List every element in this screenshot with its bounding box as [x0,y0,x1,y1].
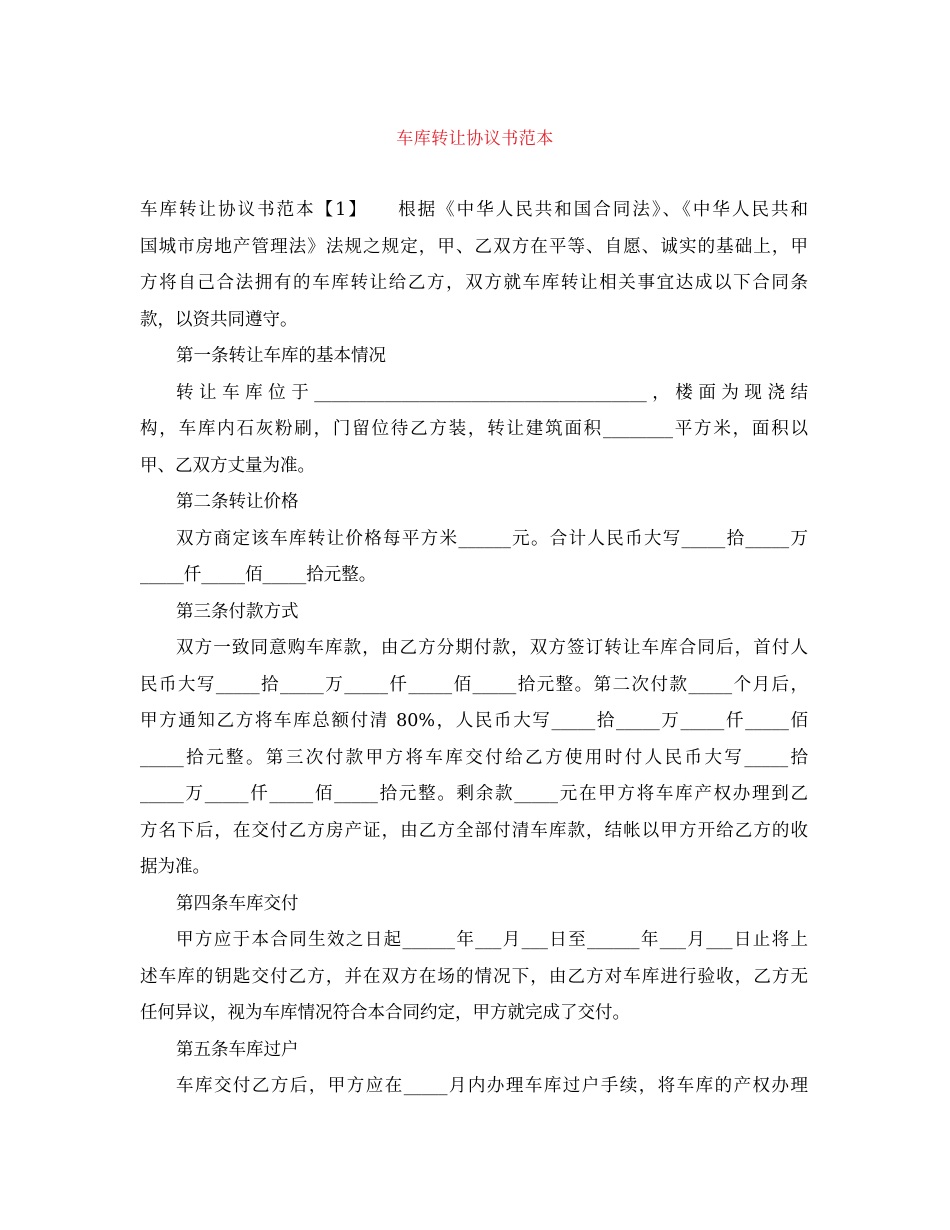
paragraph-line: 民币大写_____拾_____万_____仟_____佰_____拾元整。第二次付款_____个月后， [140,674,808,695]
paragraph-line: 双方一致同意购车库款，由乙方分期付款，双方签订转让车库合同后，首付人 [176,638,808,658]
paragraph-line: 双方商定该车库转让价格每平方米______元。合计人民币大写_____拾_____万 [176,528,808,549]
paragraph-line: 车库转让协议书范本【1】 根据《中华人民共和国合同法》、《中华人民共和 [140,200,808,220]
section-heading: 第一条转让车库的基本情况 [176,346,386,366]
paragraph-line: 任何异议，视为车库情况符合本合同约定，甲方就完成了交付。 [140,1003,630,1023]
paragraph-line: _____仟_____佰_____拾元整。 [140,565,377,585]
paragraph-line: 车库交付乙方后，甲方应在_____月内办理车库过户手续，将车库的产权办理 [176,1076,808,1096]
section-heading: 第四条车库交付 [176,893,299,914]
paragraph-line: 构，车库内石灰粉刷，门留位待乙方装，转让建筑面积________平方米，面积以 [140,419,808,439]
paragraph-line: 甲方通知乙方将车库总额付清 80%，人民币大写_____拾_____万_____仟_____佰 [140,711,808,731]
section-heading: 第二条转让价格 [176,492,299,512]
paragraph-line: 甲方应于本合同生效之日起______年___月___日至______年___月___日止将上 [176,930,808,950]
paragraph-line: _____拾元整。第三次付款甲方将车库交付给乙方使用时付人民币大写_____拾 [140,747,808,768]
paragraph-line: 方将自己合法拥有的车库转让给乙方，双方就车库转让相关事宜达成以下合同条 [140,273,808,293]
paragraph-line: 甲、乙双方丈量为准。 [140,455,315,476]
section-heading: 第三条付款方式 [176,601,299,622]
document-body [140,192,808,1105]
paragraph-line: 国城市房地产管理法》法规之规定，甲、乙双方在平等、自愿、诚实的基础上，甲 [140,236,808,257]
paragraph-line: 述车库的钥匙交付乙方，并在双方在场的情况下，由乙方对车库进行验收，乙方无 [140,966,808,987]
document-title: 车库转让协议书范本 [396,129,554,149]
section-heading: 第五条车库过户 [176,1039,299,1060]
paragraph-line: 转让车库位于______________________________________，楼面为现浇结 [176,382,808,403]
paragraph-line: 据为准。 [140,857,210,877]
paragraph-line: 款，以资共同遵守。 [140,309,298,330]
paragraph-line: 方名下后，在交付乙方房产证，由乙方全部付清车库款，结帐以甲方开给乙方的收 [140,820,808,841]
paragraph-line: _____万_____仟_____佰_____拾元整。剩余款_____元在甲方将车库产权办理到乙 [140,784,808,804]
